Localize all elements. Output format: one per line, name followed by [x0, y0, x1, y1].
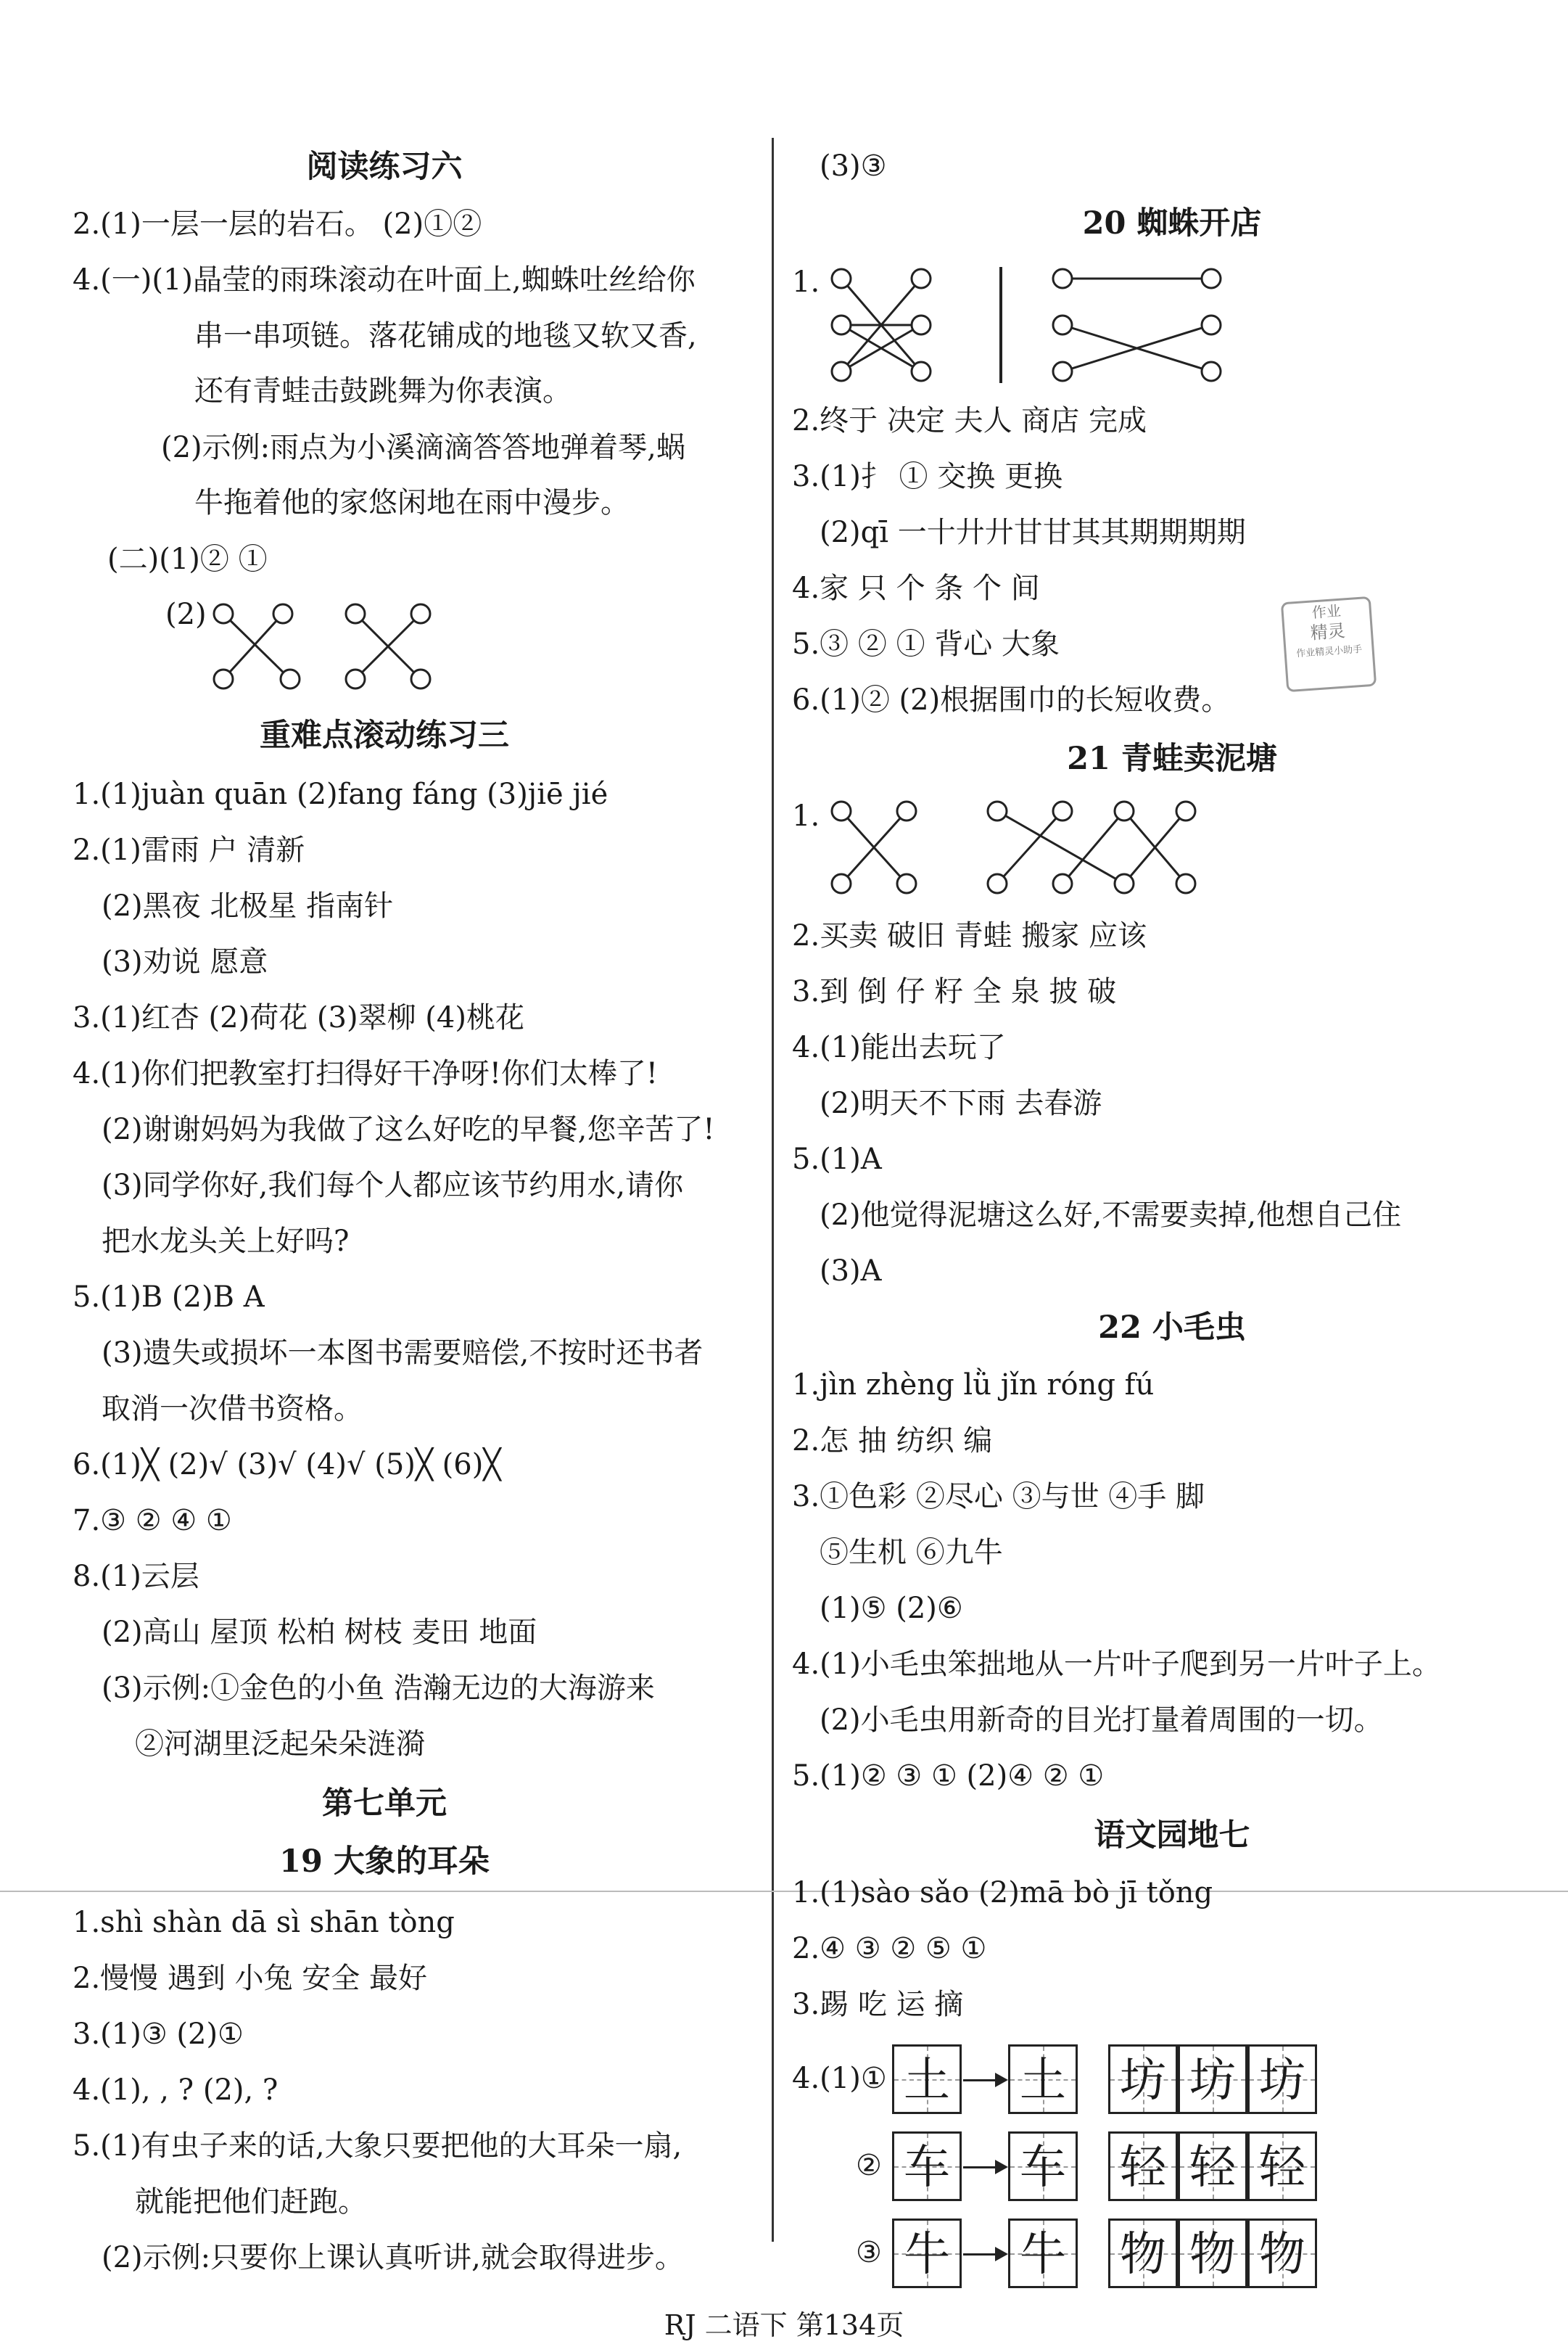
column-divider: [772, 138, 774, 2242]
answer-line: 取消一次借书资格。: [102, 1392, 363, 1426]
answer-line: 6.(1)② (2)根据围巾的长短收费。: [792, 683, 1231, 717]
writing-cell: 轻: [1247, 2131, 1317, 2201]
answer-line: (2)qī 一十廾廾甘甘其其期期期期: [820, 516, 1246, 549]
answer-line: 牛拖着他的家悠闲地在雨中漫步。: [194, 486, 630, 519]
writing-cell: 物: [1247, 2219, 1317, 2288]
lesson-title: 22 小毛虫: [1098, 1309, 1246, 1346]
answer-line: 2.怎 抽 纺织 编: [792, 1424, 993, 1457]
answer-line: 4.(1)能出去玩了: [792, 1031, 1006, 1064]
answer-line: (2)示例:只要你上课认真听讲,就会取得进步。: [102, 2241, 684, 2274]
writing-cell: 车: [1008, 2131, 1078, 2201]
lesson-title: 21 青蛙卖泥塘: [1067, 741, 1277, 777]
section-title: 重难点滚动练习三: [260, 717, 509, 754]
answer-line: (2)小毛虫用新奇的目光打量着周围的一切。: [820, 1703, 1383, 1737]
writing-cell: 牛: [1008, 2219, 1078, 2288]
answer-line: 4.家 只 个 条 个 间: [792, 572, 1040, 605]
writing-cell: 土: [1008, 2044, 1078, 2114]
writing-cell: 坊: [1247, 2044, 1317, 2114]
answer-line: 把水龙头关上好吗?: [102, 1225, 350, 1258]
writing-cell: 车: [892, 2131, 962, 2201]
answer-line: 5.(1)B (2)B A: [73, 1280, 265, 1314]
answer-line: 6.(1)╳ (2)√ (3)√ (4)√ (5)╳ (6)╳: [73, 1448, 501, 1481]
answer-line: 1.: [792, 799, 820, 833]
writing-cell: 土: [892, 2044, 962, 2114]
answer-line: 7.③ ② ④ ①: [73, 1504, 232, 1537]
answer-line: 1.shì shàn dā sì shān tòng: [73, 1906, 455, 1939]
answer-line: 2.终于 决定 夫人 商店 完成: [792, 404, 1147, 437]
matching-diagram: [820, 254, 1240, 385]
unit-title: 第七单元: [322, 1785, 447, 1822]
answer-line: 4.(一)(1)晶莹的雨珠滚动在叶面上,蜘蛛吐丝给你: [73, 263, 696, 297]
answer-line: (二)(1)② ①: [107, 543, 268, 576]
answer-line: (2)谢谢妈妈为我做了这么好吃的早餐,您辛苦了!: [102, 1113, 715, 1146]
answer-line: 3.(1)红杏 (2)荷花 (3)翠柳 (4)桃花: [73, 1001, 524, 1035]
arrow-icon: [963, 2166, 1005, 2168]
answer-line: (2)明天不下雨 去春游: [820, 1087, 1102, 1120]
answer-line: 3.踢 吃 运 摘: [792, 1988, 964, 2021]
lesson-title: 19 大象的耳朵: [279, 1843, 490, 1880]
answer-line: 5.(1)② ③ ① (2)④ ② ①: [792, 1759, 1105, 1793]
answer-line: 2.买卖 破旧 青蛙 搬家 应该: [792, 919, 1147, 953]
answer-line: 4.(1)小毛虫笨拙地从一片叶子爬到另一片叶子上。: [792, 1648, 1441, 1681]
answer-line: (3)劝说 愿意: [102, 945, 268, 979]
answer-line: 2.(1)雷雨 户 清新: [73, 834, 305, 867]
writing-cell: 坊: [1178, 2044, 1247, 2114]
answer-line: 5.③ ② ① 背心 大象: [792, 628, 1060, 661]
answer-line: (3)示例:①金色的小鱼 浩瀚无边的大海游来: [102, 1672, 655, 1705]
writing-cell: 物: [1178, 2219, 1247, 2288]
answer-line: 就能把他们赶跑。: [135, 2185, 367, 2219]
section-title: 语文园地七: [1094, 1817, 1250, 1854]
arrow-icon: [963, 2253, 1005, 2256]
answer-line: (2)他觉得泥塘这么好,不需要卖掉,他想自己住: [820, 1198, 1402, 1232]
stamp-text: 精灵: [1309, 620, 1346, 643]
answer-line: ②河湖里泛起朵朵涟漪: [135, 1727, 425, 1761]
fold-line: [0, 1891, 1568, 1892]
stamp-text: 作业精灵小助手: [1295, 643, 1363, 660]
writing-cell: 物: [1108, 2219, 1178, 2288]
matching-diagram: [203, 595, 450, 696]
arrow-icon: [963, 2079, 1005, 2081]
page-footer: RJ 二语下 第134页: [664, 2309, 904, 2341]
answer-line: 3.①色彩 ②尽心 ③与世 ④手 脚: [792, 1480, 1205, 1513]
answer-line: 4.(1)①: [792, 2062, 887, 2095]
answer-line: 1.(1)sào sǎo (2)mā bò jī tǒng: [792, 1876, 1213, 1909]
answer-line: 还有青蛙击鼓跳舞为你表演。: [194, 374, 572, 408]
lesson-title: 20 蜘蛛开店: [1082, 205, 1262, 242]
answer-line: 5.(1)有虫子来的话,大象只要把他的大耳朵一扇,: [73, 2129, 682, 2163]
answer-line: ⑤生机 ⑥九牛: [820, 1536, 1003, 1569]
answer-line: 1.: [792, 266, 820, 299]
answer-line: (3)A: [820, 1254, 882, 1288]
answer-line: (1)⑤ (2)⑥: [820, 1592, 963, 1625]
answer-line: (2)示例:雨点为小溪滴滴答答地弹着琴,蜗: [161, 431, 685, 464]
answer-line: (3)③: [820, 149, 887, 183]
answer-line: (3)遗失或损坏一本图书需要赔偿,不按时还书者: [102, 1336, 703, 1370]
answer-line: 2.(1)一层一层的岩石。 (2)①②: [73, 207, 482, 241]
answer-line: 3.(1)③ (2)①: [73, 2018, 244, 2051]
answer-line: (3)同学你好,我们每个人都应该节约用水,请你: [102, 1169, 684, 1202]
answer-line: ②: [856, 2149, 882, 2182]
answer-line: 1.jìn zhèng lǜ jǐn róng fú: [792, 1368, 1155, 1402]
answer-line: ③: [856, 2236, 882, 2269]
answer-line: 8.(1)云层: [73, 1560, 199, 1593]
answer-line: 4.(1), , ? (2), ?: [73, 2073, 278, 2107]
answer-line: (2): [165, 598, 207, 631]
writing-cell: 坊: [1108, 2044, 1178, 2114]
writing-cell: 轻: [1178, 2131, 1247, 2201]
answer-line: 2.慢慢 遇到 小兔 安全 最好: [73, 1962, 428, 1995]
answer-line: 串一串项链。落花铺成的地毯又软又香,: [194, 319, 697, 353]
answer-line: 1.(1)juàn quān (2)fang fáng (3)jiē jié: [73, 778, 608, 811]
matching-diagram: [820, 792, 1226, 901]
answer-line: 2.④ ③ ② ⑤ ①: [792, 1932, 987, 1965]
section-title: 阅读练习六: [306, 149, 463, 185]
answer-line: 5.(1)A: [792, 1143, 882, 1176]
answer-line: 3.到 倒 仔 籽 全 泉 披 破: [792, 975, 1117, 1008]
writing-cell: 轻: [1108, 2131, 1178, 2201]
watermark-stamp: [1281, 596, 1377, 692]
stamp-text: 作业: [1311, 601, 1342, 622]
answer-line: 3.(1)扌 ① 交换 更换: [792, 460, 1062, 493]
writing-cell: 牛: [892, 2219, 962, 2288]
answer-line: (2)高山 屋顶 松柏 树枝 麦田 地面: [102, 1616, 537, 1649]
answer-line: (2)黑夜 北极星 指南针: [102, 889, 394, 923]
answer-line: 4.(1)你们把教室打扫得好干净呀!你们太棒了!: [73, 1057, 658, 1090]
